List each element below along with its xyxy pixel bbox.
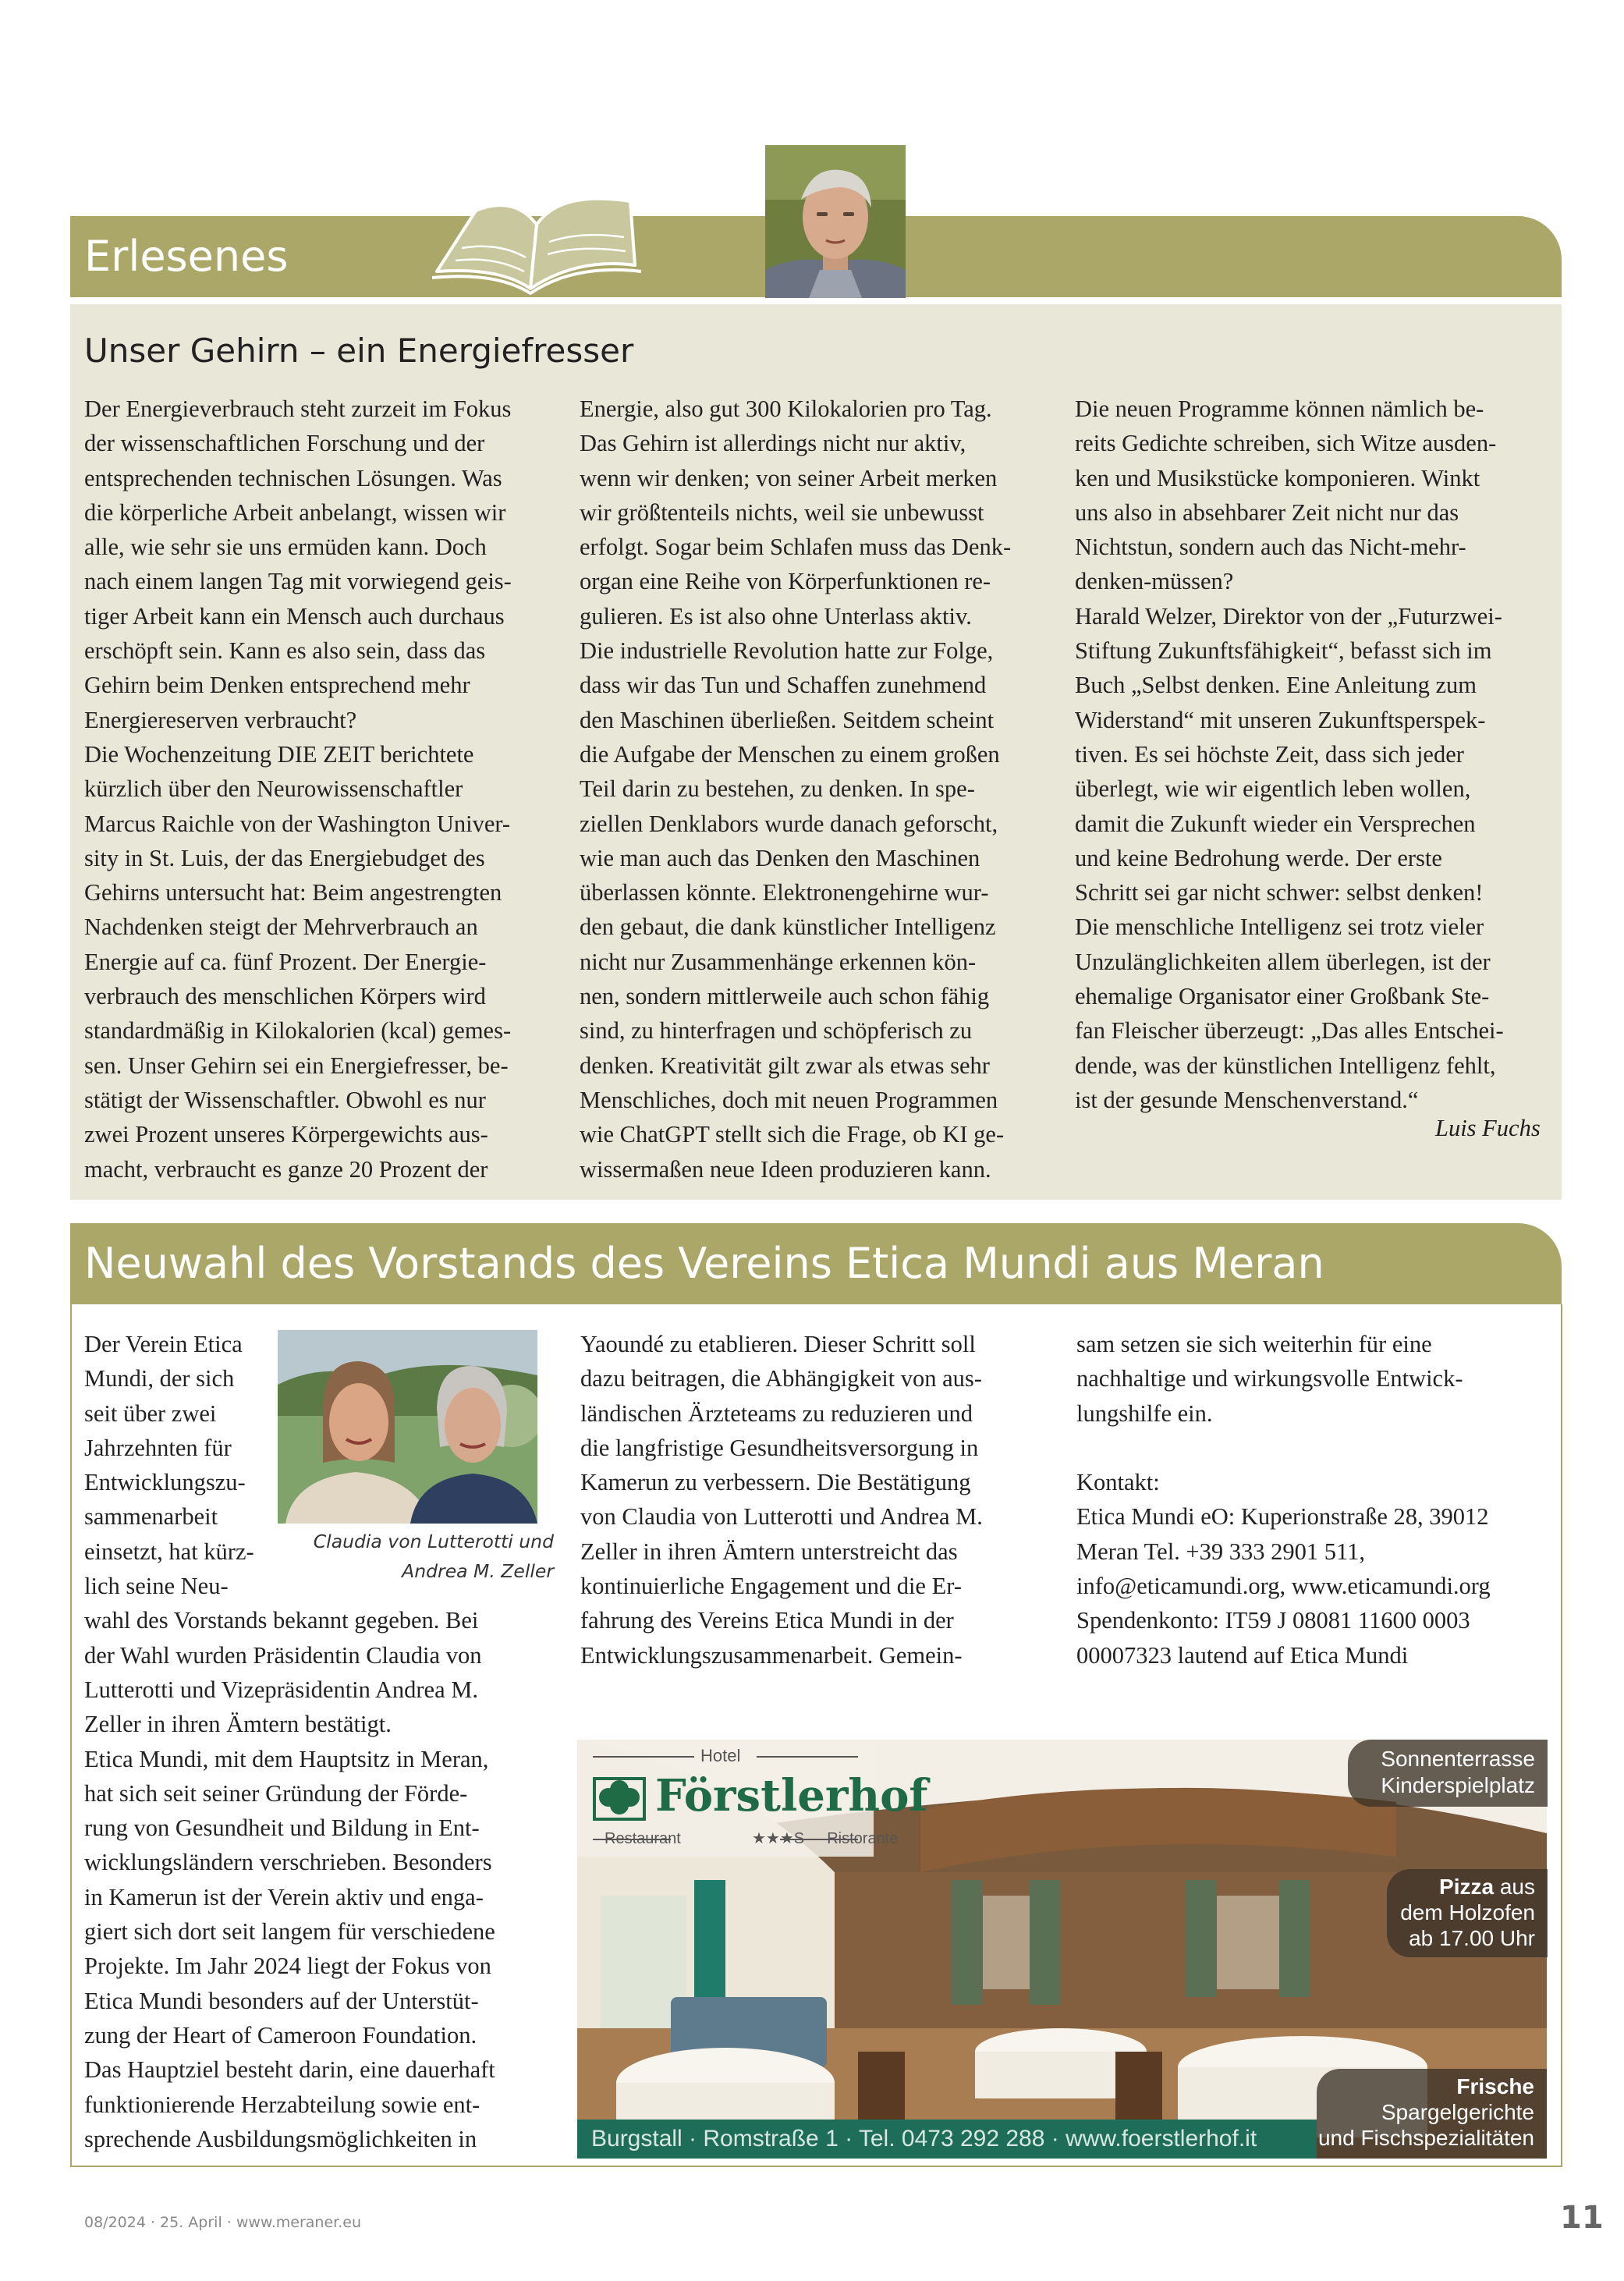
text-line: überlegt, wie wir eigentlich leben wollen, [1075, 775, 1471, 803]
text-line: und keine Bedrohung werde. Der erste [1075, 844, 1442, 871]
ad-tag-line: Kinderspielplatz [1381, 1773, 1535, 1797]
text-line: ländischen Ärzteteams zu reduzieren und [580, 1399, 973, 1427]
text-line: wir größtenteils nichts, weil sie unbewusst [580, 498, 984, 526]
text-line: alle, wie sehr sie uns ermüden kann. Doch [84, 534, 487, 561]
text-line: nachhaltige und wirkungsvolle Entwick- [1076, 1365, 1463, 1392]
article-column-3 [1076, 1327, 1491, 1673]
text-line: reits Gedichte schreiben, sich Witze ausden- [1075, 430, 1497, 457]
article-column-1 [84, 392, 512, 1187]
caption-line: Andrea M. Zeller [402, 1560, 554, 1582]
article-column-2 [580, 1327, 983, 1673]
section-title: Erlesenes [84, 232, 289, 281]
text-line: sind, zu hinterfragen und schöpferisch zu [580, 1017, 973, 1045]
ad-tag-text: aus [1494, 1875, 1535, 1899]
text-line: Zeller in ihren Ämtern unterstreicht das [580, 1538, 958, 1565]
text-line: Unzulänglichkeiten allem überlegen, ist der [1075, 948, 1491, 975]
ad-tag-bold: Pizza [1439, 1875, 1495, 1899]
ad-tag-line [1387, 1874, 1535, 1900]
text-line: in Kamerun ist der Verein aktiv und enga- [84, 1883, 484, 1910]
article-title: Unser Gehirn – ein Energiefresser [84, 332, 634, 370]
text-line: Buch „Selbst denken. Eine Anleitung zum [1075, 672, 1477, 699]
text-line: die langfristige Gesundheitsversorgung in [580, 1434, 979, 1461]
ad-tag-line: und Fischspezialitäten [1317, 2126, 1534, 2150]
text-line: Jahrzehnten für [84, 1434, 232, 1461]
text-line: lungshilfe ein. [1076, 1399, 1213, 1427]
ad-tag-asparagus [1317, 2069, 1547, 2159]
text-line: macht, verbraucht es ganze 20 Prozent der [84, 1155, 488, 1183]
text-line: Harald Welzer, Direktor von der „Futurzwei- [1075, 602, 1502, 630]
text-line: organ eine Reihe von Körperfunktionen re- [580, 568, 991, 595]
text-line: Entwicklungszusammenarbeit. Gemein- [580, 1641, 963, 1669]
ad-contact-text: Burgstall · Romstraße 1 · Tel. 0473 292 288 · www.foerstlerhof.it [591, 2126, 1257, 2152]
text-line: verbrauch des menschlichen Körpers wird [84, 983, 486, 1010]
text-line: der Wahl wurden Präsidentin Claudia von [84, 1641, 482, 1669]
text-line: nach einem langen Tag mit vorwiegend geis- [84, 568, 512, 595]
ad-tag-line: dem Holzofen [1400, 1900, 1535, 1924]
hotel-subline [605, 1829, 898, 1848]
article-column-1 [84, 1327, 495, 2156]
text-line: kontinuierliche Engagement und die Er- [580, 1573, 962, 1600]
text-line: entsprechenden technischen Lösungen. Was [84, 464, 502, 491]
text-line: Stiftung Zukunftsfähigkeit“, befasst sich im [1075, 637, 1492, 665]
text-line: fahrung des Vereins Etica Mundi in der [580, 1607, 954, 1634]
text-line: lich seine Neu- [84, 1573, 229, 1600]
text-line: Energie, also gut 300 Kilokalorien pro Tag. [580, 396, 992, 422]
text-line: den Maschinen überließen. Seitdem scheint [580, 706, 995, 733]
text-line: Gehirn beim Denken entsprechend mehr [84, 672, 470, 699]
text-line: einsetzt, hat kürz- [84, 1538, 254, 1565]
text-line: Energiereserven verbraucht? [84, 706, 357, 733]
text-line: sity in St. Luis, der das Energiebudget des [84, 844, 485, 871]
text-line: uns also in absehbarer Zeit nicht nur das [1075, 498, 1459, 526]
text-line: Das Gehirn ist allerdings nicht nur aktiv, [580, 430, 966, 457]
hotel-stars: ★★★S [751, 1830, 805, 1847]
text-line: nen, sondern mittlerweile auch schon fähig [580, 983, 990, 1010]
text-line: wahl des Vorstands bekannt gegeben. Bei [84, 1607, 479, 1634]
text-line: Die Wochenzeitung DIE ZEIT berichtete [84, 740, 474, 768]
text-line: Die neuen Programme können nämlich be- [1075, 396, 1484, 422]
author-portrait [765, 145, 906, 298]
ad-tag-line: Sonnenterrasse [1381, 1747, 1535, 1771]
text-line: wissermaßen neue Ideen produzieren kann. [580, 1155, 991, 1183]
text-line: den gebaut, die dank künstlicher Intelligenz [580, 913, 996, 941]
text-line [1076, 1431, 1491, 1465]
text-line: Nichtstun, sondern auch das Nicht-mehr- [1075, 534, 1466, 561]
text-line: die Aufgabe der Menschen zu einem großen [580, 740, 1000, 768]
section-title: Neuwahl des Vorstands des Vereins Etica Mundi aus Meran [84, 1239, 1324, 1288]
hotel-label: Hotel [700, 1746, 741, 1765]
text-line: hat sich seit seiner Gründung der Förde- [84, 1779, 468, 1807]
text-line: von Claudia von Lutterotti und Andrea M. [580, 1503, 983, 1531]
text-line: funktionierende Herzabteilung sowie ent- [84, 2091, 480, 2118]
hotel-brand: Förstlerhof [655, 1770, 928, 1822]
caption-line: Claudia von Lutterotti und [313, 1531, 554, 1552]
text-line: Etica Mundi, mit dem Hauptsitz in Meran, [84, 1745, 489, 1772]
text-line: damit die Zukunft wieder ein Versprechen [1075, 810, 1476, 837]
text-line: sam setzen sie sich weiterhin für eine [1076, 1331, 1432, 1357]
text-line: Meran Tel. +39 333 2901 511, [1076, 1538, 1366, 1565]
text-line: Marcus Raichle von der Washington Univer- [84, 810, 511, 837]
text-line: erfolgt. Sogar beim Schlafen muss das Denk- [580, 534, 1012, 561]
text-line: standardmäßig in Kilokalorien (kcal) gemes- [84, 1017, 512, 1045]
text-line: stätigt der Wissenschaftler. Obwohl es nur [84, 1086, 486, 1113]
text-line: Widerstand“ mit unseren Zukunftsperspek- [1075, 706, 1486, 733]
text-line: Kontakt: [1076, 1469, 1160, 1496]
text-line: Teil darin zu bestehen, zu denken. In spe- [580, 775, 975, 803]
text-line: ziellen Denklabors wurde danach geforscht, [580, 810, 998, 837]
ad-tag-line: Spargelgerichte [1381, 2100, 1534, 2124]
text-line: Mundi, der sich [84, 1365, 235, 1392]
text-line: seit über zwei [84, 1399, 217, 1427]
text-line: kürzlich über den Neurowissenschaftler [84, 775, 463, 803]
text-line: die körperliche Arbeit anbelangt, wissen wir [84, 498, 506, 526]
text-line: rung von Gesundheit und Bildung in Ent- [84, 1815, 480, 1842]
text-line: Entwicklungszu- [84, 1469, 246, 1496]
text-line: Schritt sei gar nicht schwer: selbst denken! [1075, 879, 1484, 906]
ad-tag-terrace [1348, 1740, 1548, 1807]
text-line: Der Energieverbrauch steht zurzeit im Fokus [84, 396, 512, 422]
ad-tag-line: ab 17.00 Uhr [1409, 1926, 1535, 1950]
text-line: denken-müssen? [1075, 568, 1234, 595]
text-line: ehemalige Organisator einer Großbank Ste- [1075, 983, 1490, 1010]
text-line: Der Verein Etica [84, 1331, 243, 1357]
text-line: Die menschliche Intelligenz sei trotz vieler [1075, 913, 1484, 941]
text-line: Lutterotti und Vizepräsidentin Andrea M. [84, 1676, 478, 1703]
text-line: Yaoundé zu etablieren. Dieser Schritt soll [580, 1331, 976, 1357]
text-line: sen. Unser Gehirn sei ein Energiefresser, be- [84, 1052, 509, 1079]
text-line: Kamerun zu verbessern. Die Bestätigung [580, 1469, 971, 1496]
issue-info: 08/2024 · 25. April · www.meraner.eu [84, 2214, 361, 2231]
text-line: tiven. Es sei höchste Zeit, dass sich jeder [1075, 740, 1464, 768]
text-line: wie man auch das Denken den Maschinen [580, 844, 980, 871]
text-line: der wissenschaftlichen Forschung und der [84, 430, 485, 457]
text-line: denken. Kreativität gilt zwar als etwas sehr [580, 1052, 990, 1079]
hotel-sub-right: Ristorante [827, 1830, 899, 1847]
page-number: 11 [1560, 2200, 1604, 2236]
text-line: Projekte. Im Jahr 2024 liegt der Fokus von [84, 1953, 491, 1980]
text-line: gulieren. Es ist also ohne Unterlass aktiv. [580, 602, 972, 630]
ad-tag-pizza [1387, 1869, 1548, 1957]
text-line: dende, was der künstlichen Intelligenz fehlt, [1075, 1052, 1496, 1079]
text-line: sammenarbeit [84, 1503, 218, 1531]
text-line: Menschliches, doch mit neuen Programmen [580, 1086, 998, 1113]
text-line: überlassen könnte. Elektronengehirne wur- [580, 879, 989, 906]
text-line: zwei Prozent unseres Körpergewichts aus- [84, 1121, 488, 1148]
text-line: ist der gesunde Menschenverstand.“ [1075, 1086, 1419, 1113]
text-line: Nachdenken steigt der Mehrverbrauch an [84, 913, 478, 941]
text-line: tiger Arbeit kann ein Mensch auch durchaus [84, 602, 505, 630]
text-line: Etica Mundi besonders auf der Unterstüt- [84, 1987, 479, 2014]
text-line: zung der Heart of Cameroon Foundation. [84, 2021, 477, 2049]
text-line: dazu beitragen, die Abhängigkeit von aus- [580, 1365, 982, 1392]
text-line: Gehirns untersucht hat: Beim angestrengten [84, 879, 502, 906]
text-line: fan Fleischer überzeugt: „Das alles Entschei- [1075, 1017, 1504, 1045]
text-line: Das Hauptziel besteht darin, eine dauerhaft [84, 2056, 495, 2084]
text-line: 00007323 lautend auf Etica Mundi [1076, 1641, 1409, 1669]
open-book-icon [421, 179, 647, 296]
text-line: Spendenkonto: IT59 J 08081 11600 0003 [1076, 1607, 1470, 1634]
article-column-2 [580, 392, 1011, 1187]
hotel-sub-left: Restaurant [605, 1830, 681, 1847]
text-line: giert sich dort seit langem für verschiedene [84, 1918, 495, 1946]
text-line: wenn wir denken; von seiner Arbeit merken [580, 464, 998, 491]
text-line: Energie auf ca. fünf Prozent. Der Energie- [84, 948, 487, 975]
text-line: info@eticamundi.org, www.eticamundi.org [1076, 1573, 1491, 1600]
text-line: sprechende Ausbildungsmöglichkeiten in [84, 2125, 477, 2152]
text-line: wicklungsländern verschrieben. Besonders [84, 1849, 492, 1876]
text-line: Zeller in ihren Ämtern bestätigt. [84, 1711, 392, 1738]
article-column-3 [1075, 392, 1504, 1117]
ad-tag-line: Frische [1456, 2074, 1534, 2098]
text-line: erschöpft sein. Kann es also sein, dass das [84, 637, 486, 665]
text-line: dass wir das Tun und Schaffen zunehmend [580, 672, 987, 699]
text-line: nicht nur Zusammenhänge erkennen kön- [580, 948, 977, 975]
text-line: ken und Musikstücke komponieren. Winkt [1075, 464, 1480, 491]
text-line: Die industrielle Revolution hatte zur Folge, [580, 637, 994, 665]
text-line: Etica Mundi eO: Kuperionstraße 28, 39012 [1076, 1503, 1489, 1531]
text-line: wie ChatGPT stellt sich die Frage, ob KI ge- [580, 1121, 1005, 1148]
article-author: Luis Fuchs [1435, 1115, 1541, 1141]
